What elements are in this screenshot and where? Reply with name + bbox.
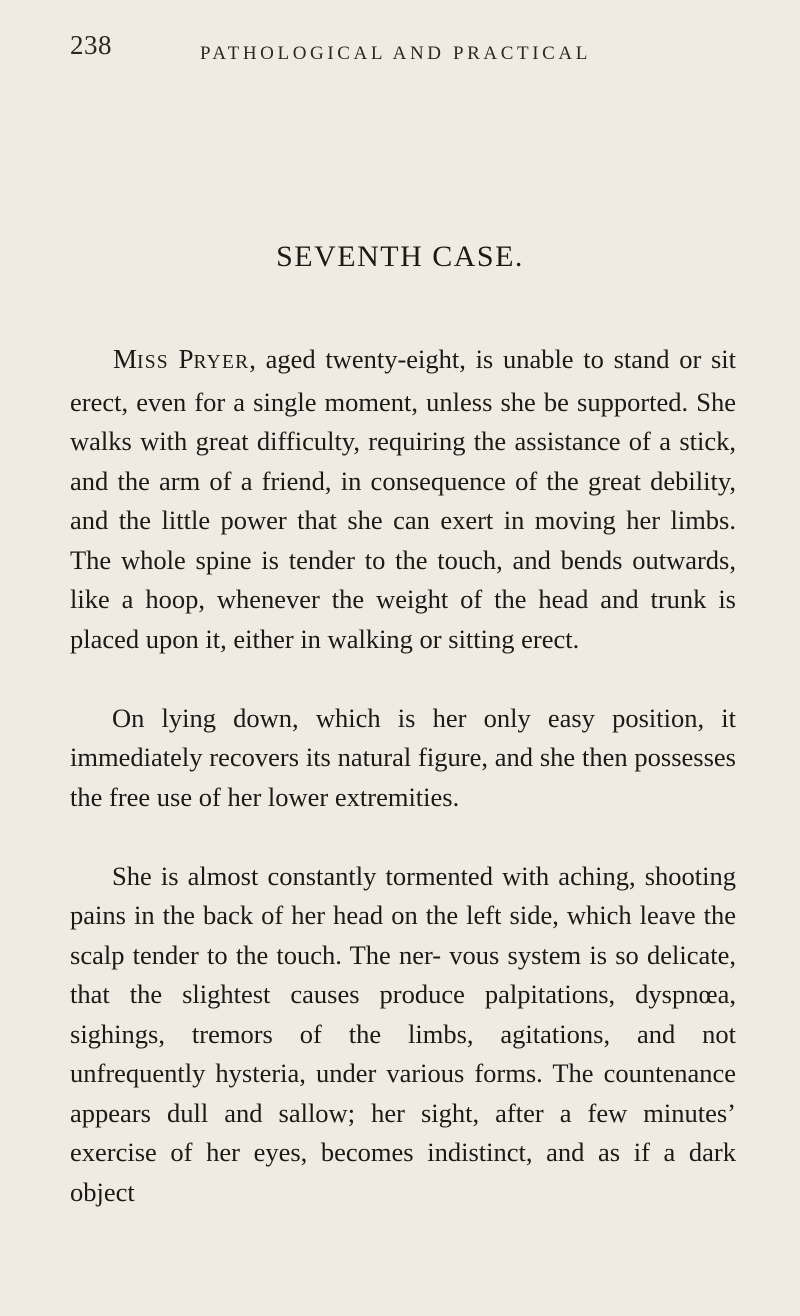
paragraph-1-text: , aged twenty-eight, is unable to stand or sit erect, even for a single moment, unless she be supported. She walks with great difficulty, requiring the assistance of a stick, and the arm of a friend, in consequence of the great debility, and the little power that she can exert in moving her limbs. The whole spine is tender to the touch, and bends outwards, like a hoop, whenever the weight of the head and trunk is placed upon it, either in walking or sitting erect. xyxy=(70,344,737,654)
body-text xyxy=(70,340,736,1212)
paragraph-2: On lying down, which is her only easy position, it immediately recovers its natural figure, and she then possesses the free use of her lower extremities. xyxy=(70,702,736,812)
running-head xyxy=(70,30,770,70)
section-title: SEVENTH CASE. xyxy=(276,240,524,273)
patient-name-last-initial: P xyxy=(178,344,194,374)
paragraph-1 xyxy=(70,340,736,659)
paragraph-3: She is almost constantly tormented with aching, shooting pains in the back of her head on the left side, which leave the scalp tender to the touch. The ner- vous system is so delicate, that the slightest causes produce palpitations, dyspnœa, sighings, tremors of the limbs, agitations, and not unfrequently hysteria, under various forms. The countenance appears dull and sallow; her sight, after a few minutes’ exercise of her eyes, becomes indistinct, and as if a dark object xyxy=(70,860,736,1207)
patient-name-last-rest: RYER xyxy=(193,352,250,373)
running-title: PATHOLOGICAL AND PRACTICAL xyxy=(200,43,591,64)
patient-name-first-initial: M xyxy=(113,344,138,374)
page-number: 238 xyxy=(70,30,112,60)
patient-name-first-rest: ISS xyxy=(137,352,169,373)
